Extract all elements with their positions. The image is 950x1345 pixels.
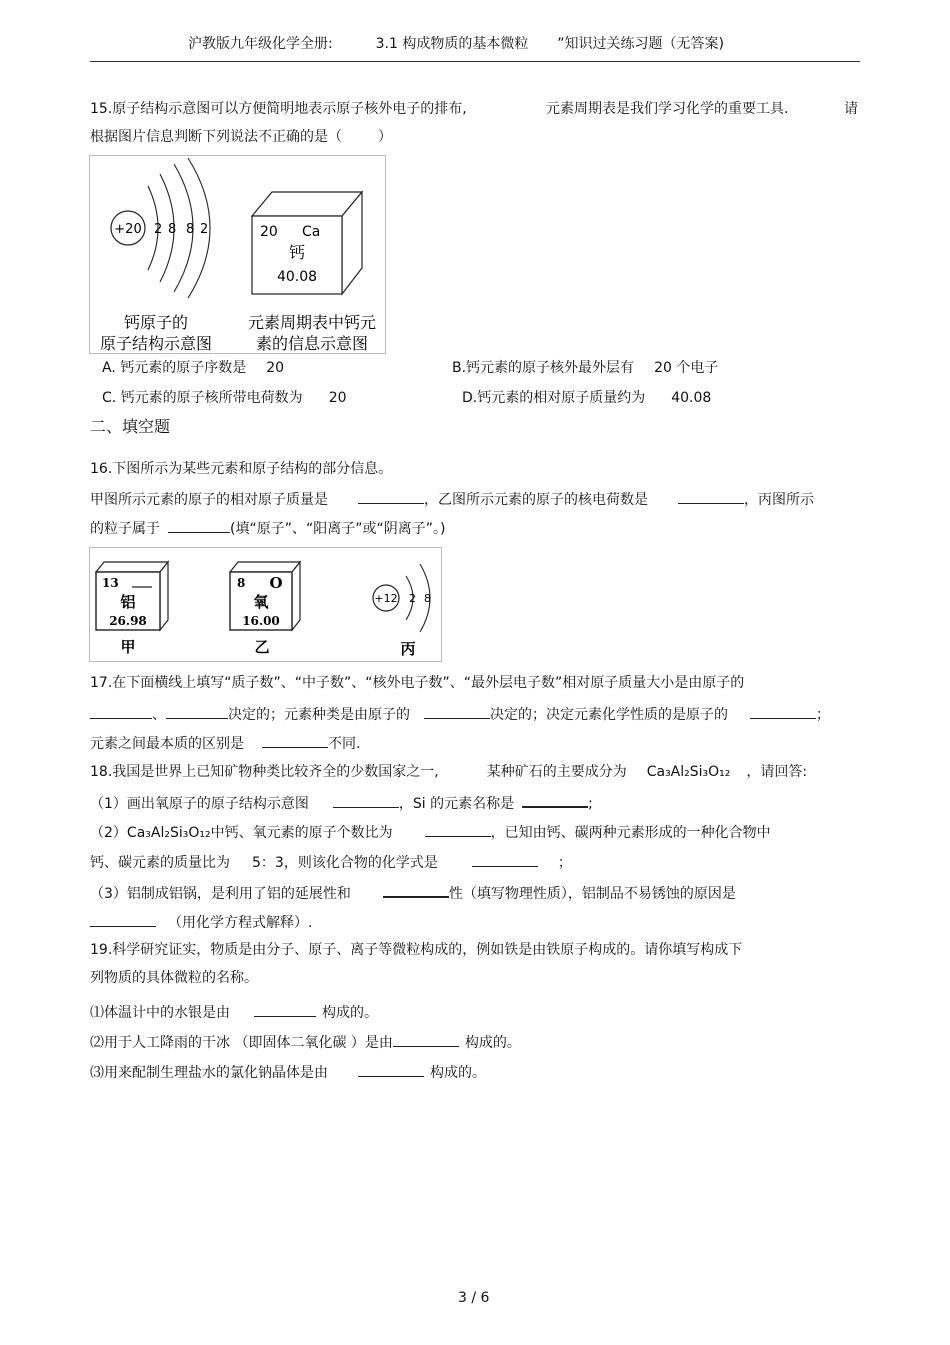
oxygen-cube-top bbox=[230, 562, 300, 572]
q16-line1: 16.下图所示为某些元素和原子结构的部分信息。 bbox=[90, 461, 393, 477]
q16-figure bbox=[89, 547, 442, 662]
q15-line1a: 15.原子结构示意图可以方便简明地表示原子核外电子的排布, bbox=[90, 101, 467, 117]
calcium-atomic-number: 20 bbox=[260, 224, 278, 240]
q19-item3-text-b: 构成的。 bbox=[430, 1065, 486, 1081]
q18-p1-text-a: （1）画出氧原子的原子结构示意图 bbox=[90, 796, 309, 812]
q18-blank-6[interactable] bbox=[90, 912, 156, 927]
q18-blank-5[interactable] bbox=[383, 882, 449, 898]
q16-text-e: (填“原子”、“阳离子”或“阴离子”。) bbox=[230, 521, 446, 537]
aluminium-name: 铝 bbox=[120, 593, 136, 611]
q16-text-b: ，乙图所示元素的原子的核电荷数是 bbox=[424, 492, 648, 508]
option-c-value: 20 bbox=[328, 390, 347, 406]
figure-label-c: 丙 bbox=[400, 640, 416, 658]
q18-p2-text-f: ； bbox=[557, 855, 572, 871]
q18-p1-text-b: ，Si 的元素名称是 bbox=[398, 796, 515, 812]
q15-stem: 根据图片信息判断下列说法不正确的是（ bbox=[90, 129, 342, 145]
figure-label-a: 甲 bbox=[120, 638, 136, 656]
q18-part3-line1 bbox=[90, 882, 736, 902]
q18-blank-4[interactable] bbox=[472, 852, 538, 867]
q19-item1-text-b: 构成的。 bbox=[322, 1005, 378, 1021]
calcium-shell-count-1: 2 bbox=[154, 222, 163, 237]
q17-text-f: 不同. bbox=[328, 736, 361, 752]
q19-line2: 列物质的具体微粒的名称。 bbox=[90, 970, 258, 986]
q16-diagrams bbox=[90, 548, 441, 661]
q18-part2-line1 bbox=[90, 822, 771, 841]
q16-blank-2[interactable] bbox=[678, 489, 744, 504]
option-c[interactable] bbox=[102, 390, 347, 406]
q16-line2 bbox=[90, 489, 814, 508]
q18-p3-text-a: （3）铝制成铝锅，是利用了铝的延展性和 bbox=[90, 886, 351, 902]
page-number: 3 / 6 bbox=[458, 1290, 490, 1306]
header-suffix: ”知识过关练习题（无答案) bbox=[557, 36, 724, 52]
figure-label-b: 乙 bbox=[254, 638, 270, 656]
q19-blank-3[interactable] bbox=[358, 1062, 424, 1077]
q18-blank-1[interactable] bbox=[333, 793, 399, 808]
q17-text-a: 、 bbox=[152, 707, 166, 723]
oxygen-mass: 16.00 bbox=[242, 614, 280, 628]
q18-p2-text-d: 钙、碳元素的质量比为 bbox=[90, 855, 230, 871]
q17-line1: 17.在下面横线上填写“质子数”、“中子数”、“核外电子数”、“最外层电子数”相对原子质量大小是由原子的 bbox=[90, 675, 745, 691]
q16-line3 bbox=[90, 518, 445, 537]
q15-figure bbox=[89, 155, 386, 354]
calcium-nucleus-label: +20 bbox=[114, 222, 142, 237]
q18-p1-text-c: ; bbox=[588, 796, 593, 812]
header-book: 沪教版九年级化学全册: bbox=[188, 36, 333, 52]
q17-blank-1[interactable] bbox=[90, 704, 152, 719]
oxygen-number: 8 bbox=[237, 576, 246, 590]
q19-item2-text-a: ⑵用于人工降雨的干冰 （即固体二氧化碳 ）是由 bbox=[90, 1035, 393, 1051]
q19-item2 bbox=[90, 1032, 521, 1051]
q18-p2-text-c: ，已知由钙、碳两种元素形成的一种化合物中 bbox=[490, 825, 771, 841]
q19-item3 bbox=[90, 1062, 486, 1081]
q17-text-e: 元素之间最本质的区别是 bbox=[90, 736, 244, 752]
q17-text-c: 决定的；决定元素化学性质的是原子的 bbox=[490, 707, 728, 723]
option-b[interactable] bbox=[452, 360, 718, 376]
q17-blank-3[interactable] bbox=[424, 704, 490, 719]
q19-line1: 19.科学研究证实，物质是由分子、原子、离子等微粒构成的，例如铁是由铁原子构成的。请你填写构成下 bbox=[90, 942, 743, 958]
q18-part3-line2 bbox=[90, 912, 312, 931]
header-divider bbox=[90, 61, 860, 62]
calcium-shell-count-4: 2 bbox=[200, 222, 209, 237]
q19-item3-text-a: ⑶用来配制生理盐水的氯化钠晶体是由 bbox=[90, 1065, 328, 1081]
q19-item1-text-a: ⑴体温计中的水银是由 bbox=[90, 1005, 230, 1021]
aluminium-number: 13 bbox=[102, 576, 119, 590]
q16-blank-1[interactable] bbox=[358, 489, 424, 504]
q15-line1c: 请 bbox=[844, 101, 858, 117]
calcium-shell-count-2: 8 bbox=[168, 222, 177, 237]
q18-part1 bbox=[90, 792, 593, 812]
oxygen-symbol: O bbox=[269, 574, 283, 592]
option-a-label: A. 钙元素的原子序数是 bbox=[102, 360, 247, 376]
q18-text-a: 18.我国是世界上已知矿物种类比较齐全的少数国家之一, bbox=[90, 764, 439, 780]
option-b-label: B.钙元素的原子核外最外层有 bbox=[452, 360, 635, 376]
q17-text-b: 决定的；元素种类是由原子的 bbox=[228, 707, 410, 723]
q18-p3-text-b: 性（填写物理性质），铝制品不易锈蚀的原因是 bbox=[448, 886, 736, 902]
q19-blank-2[interactable] bbox=[393, 1032, 459, 1047]
q19-blank-1[interactable] bbox=[254, 1002, 316, 1017]
q15-line1b: 元素周期表是我们学习化学的重要工具. bbox=[546, 101, 789, 117]
q18-p2-text-e: 5：3，则该化合物的化学式是 bbox=[252, 855, 438, 871]
q17-text-d: ； bbox=[816, 707, 830, 723]
calcium-symbol: Ca bbox=[302, 224, 321, 240]
option-a-value: 20 bbox=[266, 360, 285, 376]
option-d-value: 40.08 bbox=[671, 390, 712, 406]
q18-p2-text-b: 中钙、氧元素的原子个数比为 bbox=[210, 825, 393, 841]
option-c-label: C. 钙元素的原子核所带电荷数为 bbox=[102, 390, 303, 406]
q17-blank-5[interactable] bbox=[262, 733, 328, 748]
q17-line2 bbox=[90, 704, 830, 723]
ion-shell-count-2: 8 bbox=[424, 592, 431, 605]
option-a[interactable] bbox=[102, 360, 284, 376]
caption-right-2: 素的信息示意图 bbox=[255, 334, 369, 353]
q16-text-d: 的粒子属于 bbox=[90, 521, 160, 537]
q18-part2-line2 bbox=[90, 852, 572, 871]
header-title bbox=[188, 36, 724, 52]
oxygen-cube-side bbox=[292, 562, 300, 630]
q16-text-c: ，丙图所示 bbox=[744, 492, 814, 508]
aluminium-cube-side bbox=[160, 562, 168, 630]
caption-left-1: 钙原子的 bbox=[123, 313, 189, 332]
ion-shell-count-1: 2 bbox=[409, 592, 416, 605]
q18-text-c: ，请回答: bbox=[746, 764, 808, 780]
q18-p2-text-a: （2） bbox=[90, 825, 127, 841]
oxygen-name: 氧 bbox=[253, 593, 269, 611]
q18-p3-text-c: （用化学方程式解释）. bbox=[168, 915, 313, 931]
section-title: 二、填空题 bbox=[90, 417, 171, 436]
calcium-diagram bbox=[90, 156, 385, 353]
caption-right-1: 元素周期表中钙元 bbox=[247, 313, 377, 332]
aluminium-mass: 26.98 bbox=[109, 614, 147, 628]
calcium-name: 钙 bbox=[288, 243, 306, 262]
q17-blank-2[interactable] bbox=[166, 704, 228, 719]
calcium-mass: 40.08 bbox=[276, 269, 318, 285]
ion-nucleus-label: +12 bbox=[374, 592, 398, 605]
option-d[interactable] bbox=[462, 390, 711, 406]
q19-item2-text-b: 构成的。 bbox=[464, 1035, 521, 1051]
q18-line1 bbox=[90, 764, 807, 780]
aluminium-cube-top bbox=[96, 562, 168, 572]
q16-text-a: 甲图所示元素的原子的相对原子质量是 bbox=[90, 492, 328, 508]
q18-p2-formula: Ca₃Al₂Si₃O₁₂ bbox=[126, 825, 211, 841]
q17-line3 bbox=[90, 733, 360, 752]
q18-blank-3[interactable] bbox=[425, 822, 491, 837]
option-b-value: 20 个电子 bbox=[654, 360, 719, 376]
q15-paren: ） bbox=[378, 129, 392, 145]
q18-text-b: 某种矿石的主要成分为 bbox=[486, 764, 627, 780]
caption-left-2: 原子结构示意图 bbox=[99, 334, 213, 353]
option-d-label: D.钙元素的相对原子质量约为 bbox=[462, 390, 646, 406]
calcium-shell-count-3: 8 bbox=[186, 222, 195, 237]
q15-line2 bbox=[90, 129, 392, 145]
q17-blank-4[interactable] bbox=[750, 704, 816, 719]
q18-blank-2[interactable] bbox=[522, 792, 588, 808]
header-section: 3.1 构成物质的基本微粒 bbox=[375, 36, 529, 52]
q16-blank-3[interactable] bbox=[168, 518, 230, 533]
q19-item1 bbox=[90, 1002, 378, 1021]
q18-formula: Ca₃Al₂Si₃O₁₂ bbox=[646, 764, 731, 780]
